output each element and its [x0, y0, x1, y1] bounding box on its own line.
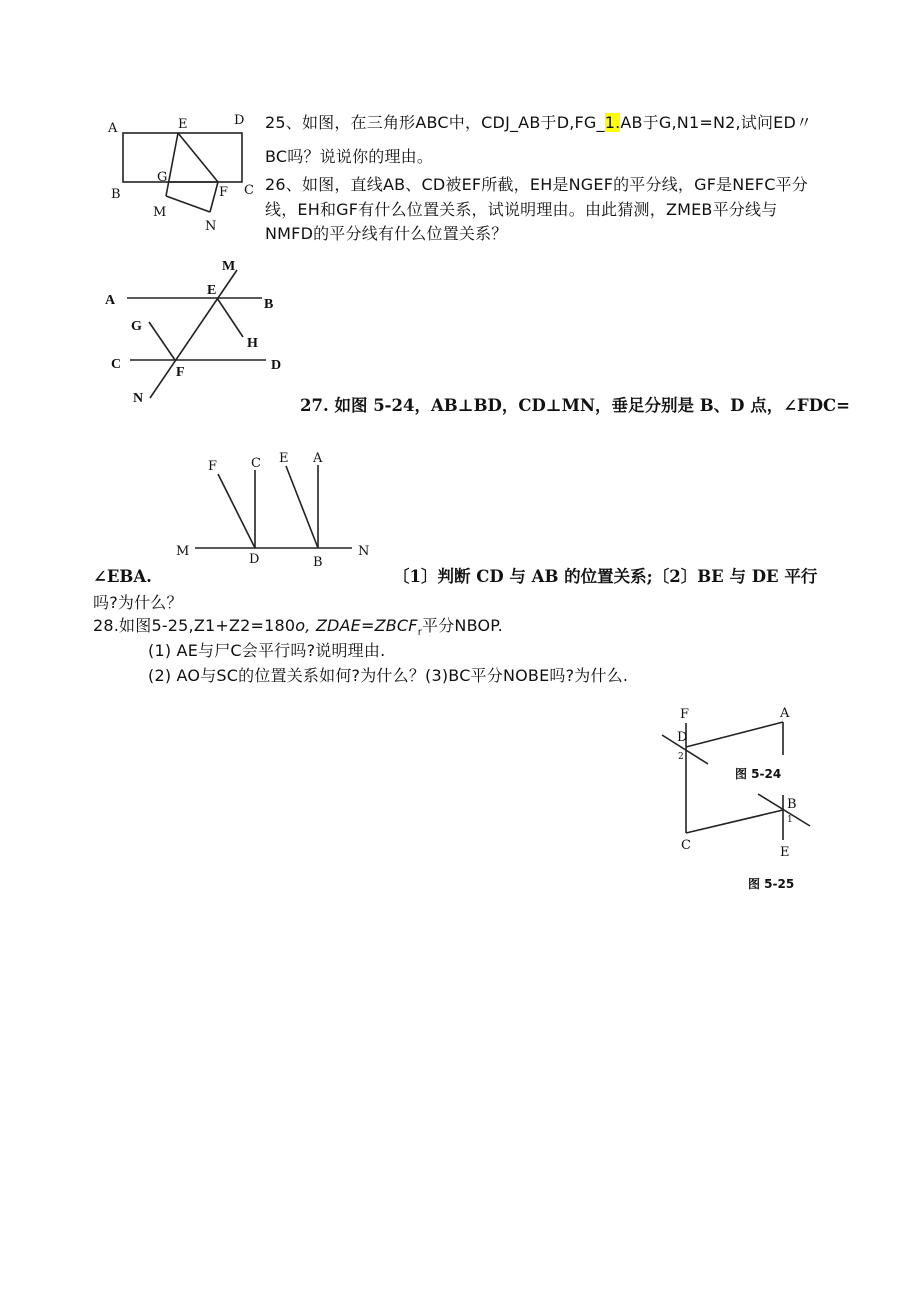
- q27-line3: 吗?为什么？: [93, 593, 183, 612]
- figure-q28: [662, 706, 810, 891]
- q26-line2: 线，EH和GF有什么位置关系，试说明理由。由此猜测，ZMEB平分线与: [265, 200, 778, 219]
- fig3-label-a: A: [313, 451, 323, 466]
- fig1-rectangle: [123, 133, 242, 182]
- fig1-label-f: F: [219, 185, 229, 200]
- q25-line2: BC吗？说说你的理由。: [265, 147, 434, 166]
- fig1-segment-em: [166, 133, 178, 196]
- fig3-label-b: B: [313, 555, 323, 570]
- fig3-line-be: [286, 466, 318, 548]
- q28-line3: (2) AO与SC的位置关系如何?为什么？(3)BC平分NOBE吗?为什么.: [148, 666, 629, 685]
- fig1-label-n: N: [205, 219, 217, 234]
- fig2-label-d: D: [271, 358, 282, 373]
- fig2-label-b: B: [264, 297, 274, 312]
- fig1-label-g: G: [157, 170, 168, 185]
- q28-line1-c: r: [417, 627, 423, 639]
- fig4-label-1: 1: [787, 815, 793, 825]
- q27-line1: 27. 如图 5-24，AB⊥BD，CD⊥MN，垂足分别是 B、D 点，∠FDC=: [300, 396, 851, 415]
- q27-line2-a: ∠EBA.: [93, 567, 152, 586]
- q25-line1-b: AB于G,N1=N2,试问ED〃: [620, 113, 813, 132]
- fig2-label-g: G: [131, 319, 142, 334]
- fig2-label-f: F: [176, 365, 185, 380]
- fig4-label-f: F: [680, 707, 690, 722]
- fig4-label-d: D: [677, 730, 688, 745]
- figure-q26: [105, 259, 281, 406]
- fig3-line-df: [218, 474, 255, 548]
- fig4-caption-5-24: 图 5-24: [735, 767, 782, 781]
- fig4-label-c: C: [681, 838, 691, 853]
- fig1-label-b: B: [111, 187, 121, 202]
- fig1-segment-nf: [210, 182, 218, 212]
- q26-line3: NMFD的平分线有什么位置关系？: [265, 224, 508, 243]
- q26-line1: 26、如图，直线AB、CD被EF所截，EH是NGEF的平分线，GF是NEFC平分: [265, 175, 808, 194]
- q25-highlight: 1.: [604, 113, 621, 132]
- fig2-label-h: H: [247, 336, 258, 351]
- q28-line1-a: 28.如图5-25,Z1+Z2=180: [93, 616, 296, 635]
- fig4-line-cb: [686, 810, 783, 833]
- fig3-label-e: E: [279, 451, 289, 466]
- fig4-transversal-b: [758, 794, 810, 826]
- fig4-label-b: B: [787, 797, 797, 812]
- fig2-line-mn: [150, 270, 237, 398]
- fig1-segment-ef: [178, 133, 218, 182]
- fig4-caption-5-25: 图 5-25: [748, 877, 795, 891]
- fig3-label-f: F: [208, 459, 218, 474]
- q28-line2: (1) AE与尸C会平行吗?说明理由.: [148, 641, 386, 660]
- q28-line1-b: o, ZDAE=ZBCF: [295, 616, 418, 635]
- fig2-label-c: C: [111, 357, 122, 372]
- fig4-line-da: [686, 722, 783, 747]
- figure-q25: [107, 113, 254, 234]
- fig1-label-a: A: [108, 121, 118, 136]
- figure-q27: [176, 451, 369, 570]
- fig1-label-m: M: [153, 205, 167, 220]
- fig1-segment-mn: [166, 196, 210, 212]
- fig2-label-m: M: [222, 259, 236, 274]
- fig2-label-e: E: [207, 283, 217, 298]
- fig3-label-d: D: [249, 552, 260, 567]
- fig2-label-n: N: [133, 391, 144, 406]
- fig3-label-n: N: [358, 544, 370, 559]
- q25-line1-a: 25、如图，在三角形ABC中，CDJ_AB于D,FG_: [265, 113, 605, 132]
- fig1-label-d: D: [234, 113, 245, 128]
- fig4-label-2: 2: [678, 752, 684, 762]
- fig4-label-e: E: [780, 845, 790, 860]
- fig2-line-eh: [217, 298, 243, 337]
- q27-line2-b: 〔1〕判断 CD 与 AB 的位置关系;〔2〕BE 与 DE 平行: [393, 567, 818, 586]
- fig1-label-c: C: [244, 183, 254, 198]
- fig2-label-a: A: [105, 293, 116, 308]
- fig1-label-e: E: [178, 117, 188, 132]
- fig2-line-gf: [149, 322, 175, 360]
- fig3-label-c: C: [251, 456, 261, 471]
- q28-line1-d: 平分NBOP.: [422, 616, 503, 635]
- fig4-label-a: A: [780, 706, 790, 721]
- fig3-label-m: M: [176, 544, 190, 559]
